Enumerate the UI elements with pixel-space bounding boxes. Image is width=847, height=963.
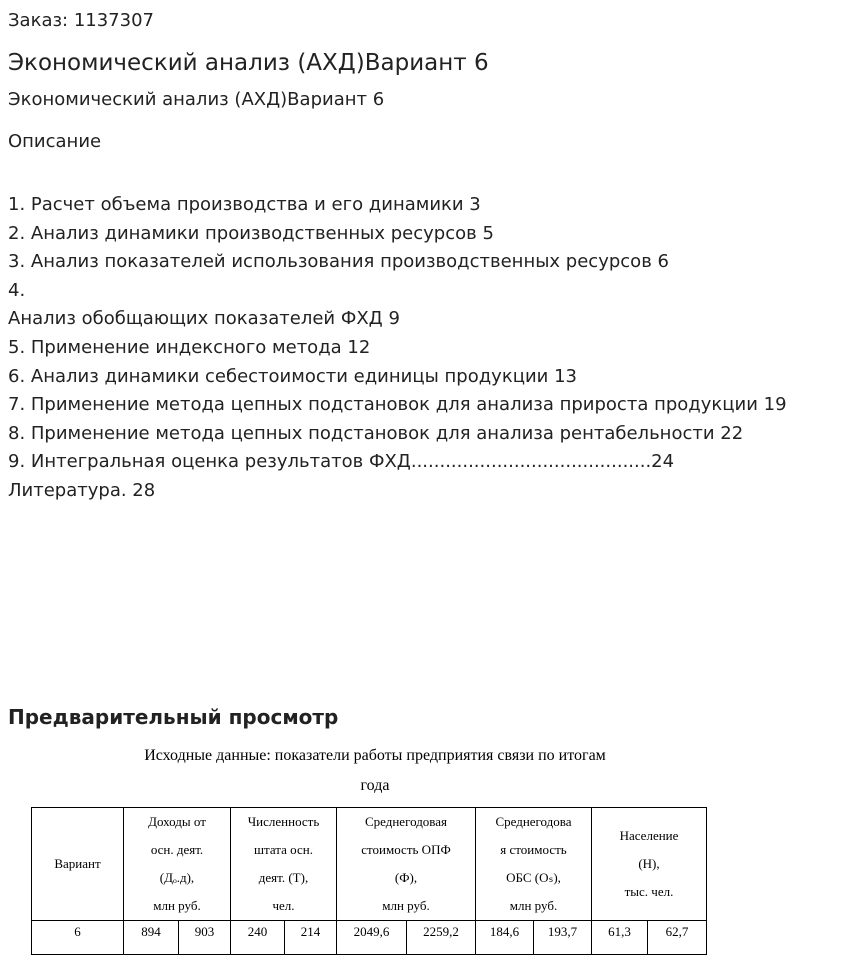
table-row: [32, 921, 707, 955]
toc-item: 1. Расчет объема производства и его динамики 3: [8, 194, 481, 215]
preview-table: [31, 807, 707, 955]
toc-item: 3. Анализ показателей использования производственных ресурсов 6: [8, 251, 669, 273]
table-cell: 214: [285, 921, 337, 955]
table-header-row: [32, 808, 707, 921]
header-fixed-assets: Среднегодовая стоимость ОПФ (Ф), млн руб.: [337, 808, 476, 921]
table-cell: 6: [32, 921, 124, 955]
page-title: Экономический анализ (АХД)Вариант 6: [8, 50, 489, 76]
order-number: Заказ: 1137307: [8, 10, 154, 31]
header-staff: Численность штата осн. деят. (Т), чел.: [231, 808, 337, 921]
header-population: Население (Н), тыс. чел.: [592, 808, 707, 921]
toc-item: 2. Анализ динамики производственных ресурсов 5: [8, 222, 494, 244]
toc-item: 8. Применение метода цепных подстановок для анализа рентабельности 22: [8, 422, 744, 444]
table-cell: 894: [124, 921, 179, 955]
table-cell: 62,7: [648, 921, 707, 955]
table-cell: 193,7: [534, 921, 592, 955]
toc-item: 9. Интегральная оценка результатов ФХД..........................................24: [8, 451, 675, 473]
table-cell: 2049,6: [337, 921, 407, 955]
preview-heading: Предварительный просмотр: [8, 705, 339, 729]
toc-item: Литература. 28: [8, 479, 156, 501]
table-cell: 184,6: [476, 921, 534, 955]
description-label: Описание: [8, 131, 102, 152]
toc-item: 4.: [8, 279, 26, 301]
table-cell: 903: [179, 921, 231, 955]
toc-item: Анализ обобщающих показателей ФХД 9: [8, 308, 400, 330]
table-cell: 240: [231, 921, 285, 955]
header-variant: Вариант: [32, 808, 124, 921]
toc-item: 7. Применение метода цепных подстановок для анализа прироста продукции 19: [8, 394, 787, 416]
table-of-contents: [8, 194, 787, 509]
toc-item: 5. Применение индексного метода 12: [8, 336, 371, 358]
toc-item: 6. Анализ динамики себестоимости единицы продукции 13: [8, 365, 577, 387]
table-cell: 61,3: [592, 921, 648, 955]
table-cell: 2259,2: [407, 921, 476, 955]
caption-line: года: [360, 777, 390, 794]
caption-line: Исходные данные: показатели работы предприятия связи по итогам: [144, 747, 606, 764]
header-income: Доходы от осн. деят. (Дₒ.д), млн руб.: [124, 808, 231, 921]
preview-caption: [0, 741, 750, 801]
page-subtitle: Экономический анализ (АХД)Вариант 6: [8, 89, 385, 110]
header-current-assets: Среднегодова я стоимость ОБС (Оₛ), млн руб.: [476, 808, 592, 921]
